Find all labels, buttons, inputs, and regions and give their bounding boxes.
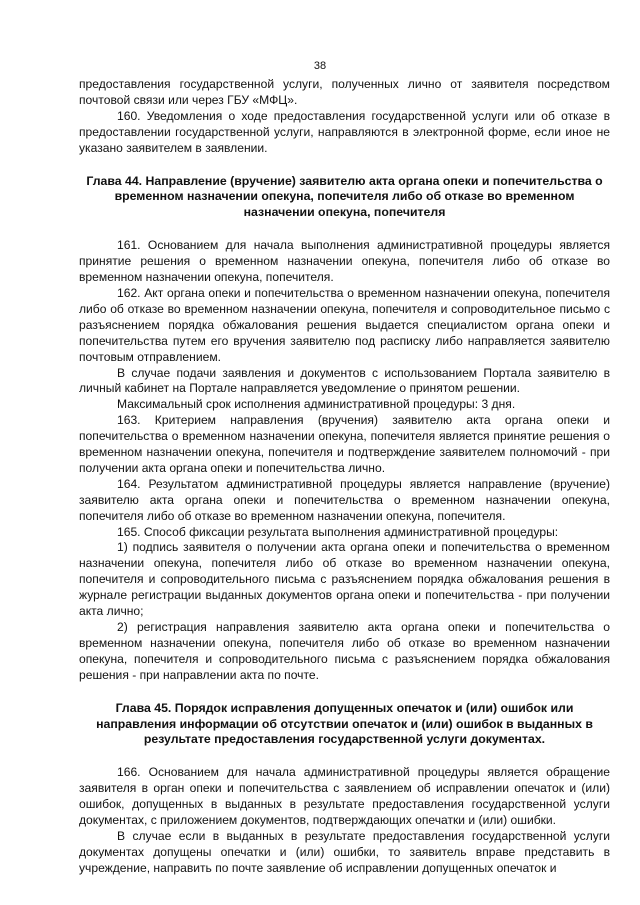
paragraph: 160. Уведомления о ходе предоставления государственной услуги или об отказе в предоставлении государственной услуги, направляются в электронной форме, если иное не указано заявителем в заявлении.	[79, 108, 610, 155]
paragraph: 2) регистрация направления заявителю акта органа опеки и попечительства о временном назначении опекуна, попечителя либо об отказе во временном назначении опекуна, попечителя и сопроводительного письма с разъяснением порядка обжалования решения - при направлении акта по почте.	[79, 620, 610, 682]
paragraph: 161. Основанием для начала выполнения административной процедуры является принятие решения о временном назначении опекуна, попечителя либо об отказе во временном назначении опекуна, попечителя.	[79, 238, 610, 285]
paragraph: 166. Основанием для начала административной процедуры является обращение заявителя в орган опеки и попечительства с заявлением об исправлении опечаток и (или) ошибок, допущенных в выданных в результате предоставления государственной услуги документах, с приложением документов, подтверждающих опечатки и (или) ошибки.	[79, 765, 610, 828]
paragraph: 163. Критерием направления (вручения) заявителю акта органа опеки и попечительства о временном назначении опекуна, попечителя является принятие решения о временном назначении опекуна, попечителя и подтверждение заявителем полномочий - при получении акта органа опеки и попечительства лично.	[79, 413, 610, 475]
section-spacer	[79, 157, 610, 174]
document-body	[79, 77, 610, 877]
paragraph: 162. Акт органа опеки и попечительства о временном назначении опекуна, попечителя либо об отказе во временном назначении опекуна, попечителя и сопроводительное письмо с разъяснением порядка обжалования решения выдается специалистом органа опеки и попечительства путем его вручения заявителю под расписку либо направляется заявителю почтовым отправлением.	[79, 285, 610, 364]
chapter-heading: Глава 45. Порядок исправления допущенных опечаток и (или) ошибок или направления информации об отсутствии опечаток и (или) ошибок в выданных в результате предоставления государственной услуги документах.	[96, 700, 593, 747]
section-spacer	[79, 684, 610, 701]
section-spacer	[79, 748, 610, 765]
paragraph: 165. Способ фиксации результата выполнения административной процедуры:	[117, 524, 559, 539]
paragraph: В случае подачи заявления и документов с использованием Портала заявителю в личный кабинет на Портале направляется уведомление о принятом решении.	[79, 365, 610, 396]
paragraph: 1) подпись заявителя о получении акта органа опеки и попечительства о временном назначении опекуна, попечителя либо об отказе во временном назначении опекуна, попечителя и сопроводительного письма с разъяснением порядка обжалования решения в журнале регистрации выданных документов органа опеки и попечительства - при получении акта лично;	[79, 540, 610, 619]
chapter-heading: Глава 44. Направление (вручение) заявителю акта органа опеки и попечительства о временном назначении опекуна, попечителя либо об отказе во временном назначении опекуна, попечителя	[86, 173, 603, 220]
page-number: 38	[313, 60, 327, 72]
paragraph: Максимальный срок исполнения административной процедуры: 3 дня.	[117, 397, 516, 412]
paragraph: 164. Результатом административной процедуры является направление (вручение) заявителю акта органа опеки и попечительства о временном назначении опекуна, попечителя либо об отказе во временном назначении опекуна, попечителя.	[79, 476, 610, 523]
paragraph: В случае если в выданных в результате предоставления государственной услуги документах допущены опечатки и (или) ошибки, то заявитель вправе представить в учреждение, направить по почте заявление об исправлении допущенных опечаток и	[79, 828, 610, 875]
section-spacer	[79, 221, 610, 238]
paragraph: предоставления государственной услуги, полученных лично от заявителя посредством почтовой связи или через ГБУ «МФЦ».	[79, 77, 610, 107]
